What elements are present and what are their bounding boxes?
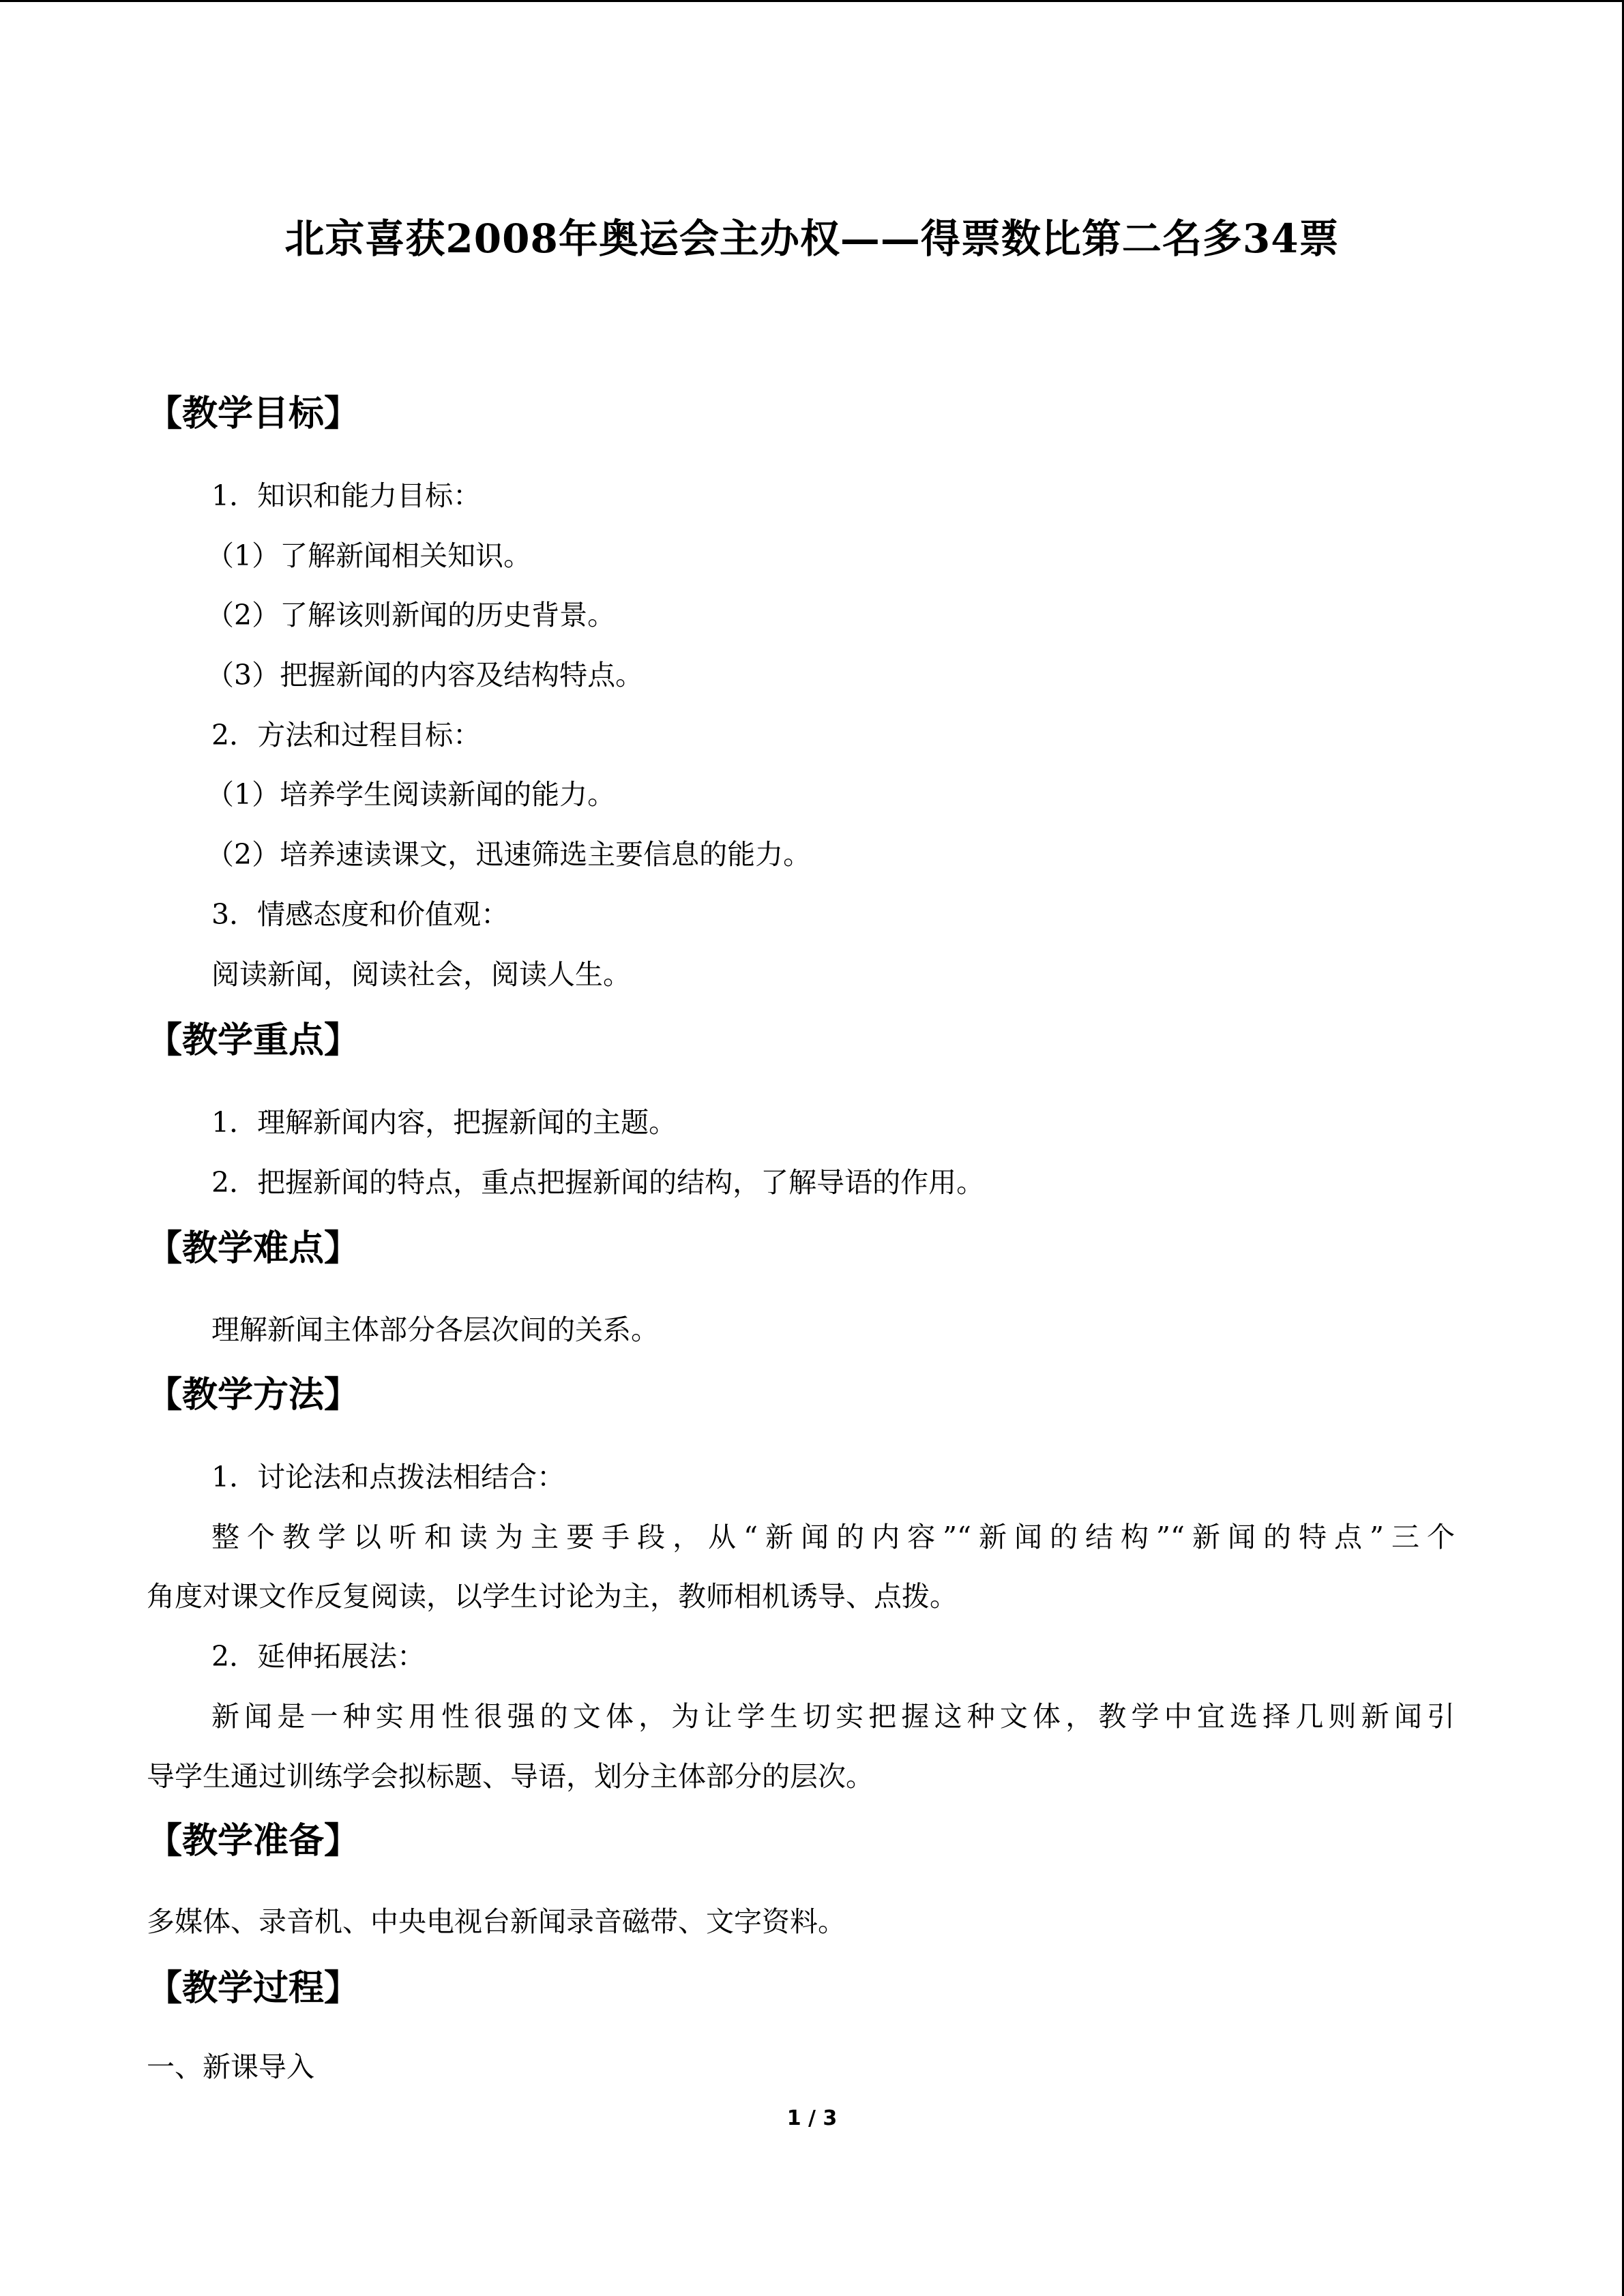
difficulties-line: 理解新闻主体部分各层次间的关系。: [211, 1313, 659, 1346]
methods-line: 1．讨论法和点拨法相结合：: [211, 1461, 565, 1493]
objectives-line: 3．情感态度和价值观：: [211, 898, 510, 931]
methods-line: 角度对课文作反复阅读，以学生讨论为主，教师相机诱导、点拨。: [147, 1580, 958, 1613]
process-line: 一、新课导入: [147, 2051, 314, 2083]
objectives-line: （1）培养学生阅读新闻的能力。: [206, 778, 616, 811]
document-title: 北京喜获2008年奥运会主办权——得票数比第二名多34票: [284, 215, 1340, 262]
section-heading-difficulties: 【教学难点】: [147, 1228, 360, 1269]
methods-line: 导学生通过训练学会拟标题、导语，划分主体部分的层次。: [147, 1760, 874, 1793]
methods-line: 新闻是一种实用性很强的文体，为让学生切实把握这种文体，教学中宜选择几则新闻引: [211, 1700, 1455, 1733]
section-heading-methods: 【教学方法】: [147, 1375, 360, 1416]
section-heading-preparation: 【教学准备】: [147, 1821, 360, 1862]
objectives-line: （2）了解该则新闻的历史背景。: [206, 599, 616, 631]
methods-line: 整个教学以听和读为主要手段，从“新闻的内容”“新闻的结构”“新闻的特点”三个: [211, 1521, 1455, 1553]
section-heading-process: 【教学过程】: [147, 1968, 360, 2009]
objectives-line: 阅读新闻，阅读社会，阅读人生。: [211, 958, 631, 991]
objectives-line: 1．知识和能力目标：: [211, 479, 482, 512]
preparation-line: 多媒体、录音机、中央电视台新闻录音磁带、文字资料。: [147, 1905, 846, 1938]
objectives-line: （2）培养速读课文，迅速筛选主要信息的能力。: [206, 838, 812, 871]
methods-line: 2．延伸拓展法：: [211, 1640, 426, 1673]
section-heading-key-points: 【教学重点】: [147, 1020, 360, 1061]
page-border-top: [0, 0, 1624, 2]
objectives-line: （1）了解新闻相关知识。: [206, 539, 532, 572]
page-number: 1 / 3: [786, 2106, 838, 2130]
key-points-line: 2．把握新闻的特点，重点把握新闻的结构，了解导语的作用。: [211, 1166, 985, 1199]
objectives-line: （3）把握新闻的内容及结构特点。: [206, 659, 644, 691]
section-heading-objectives: 【教学目标】: [147, 393, 360, 434]
objectives-line: 2．方法和过程目标：: [211, 719, 482, 751]
key-points-line: 1．理解新闻内容，把握新闻的主题。: [211, 1106, 677, 1139]
